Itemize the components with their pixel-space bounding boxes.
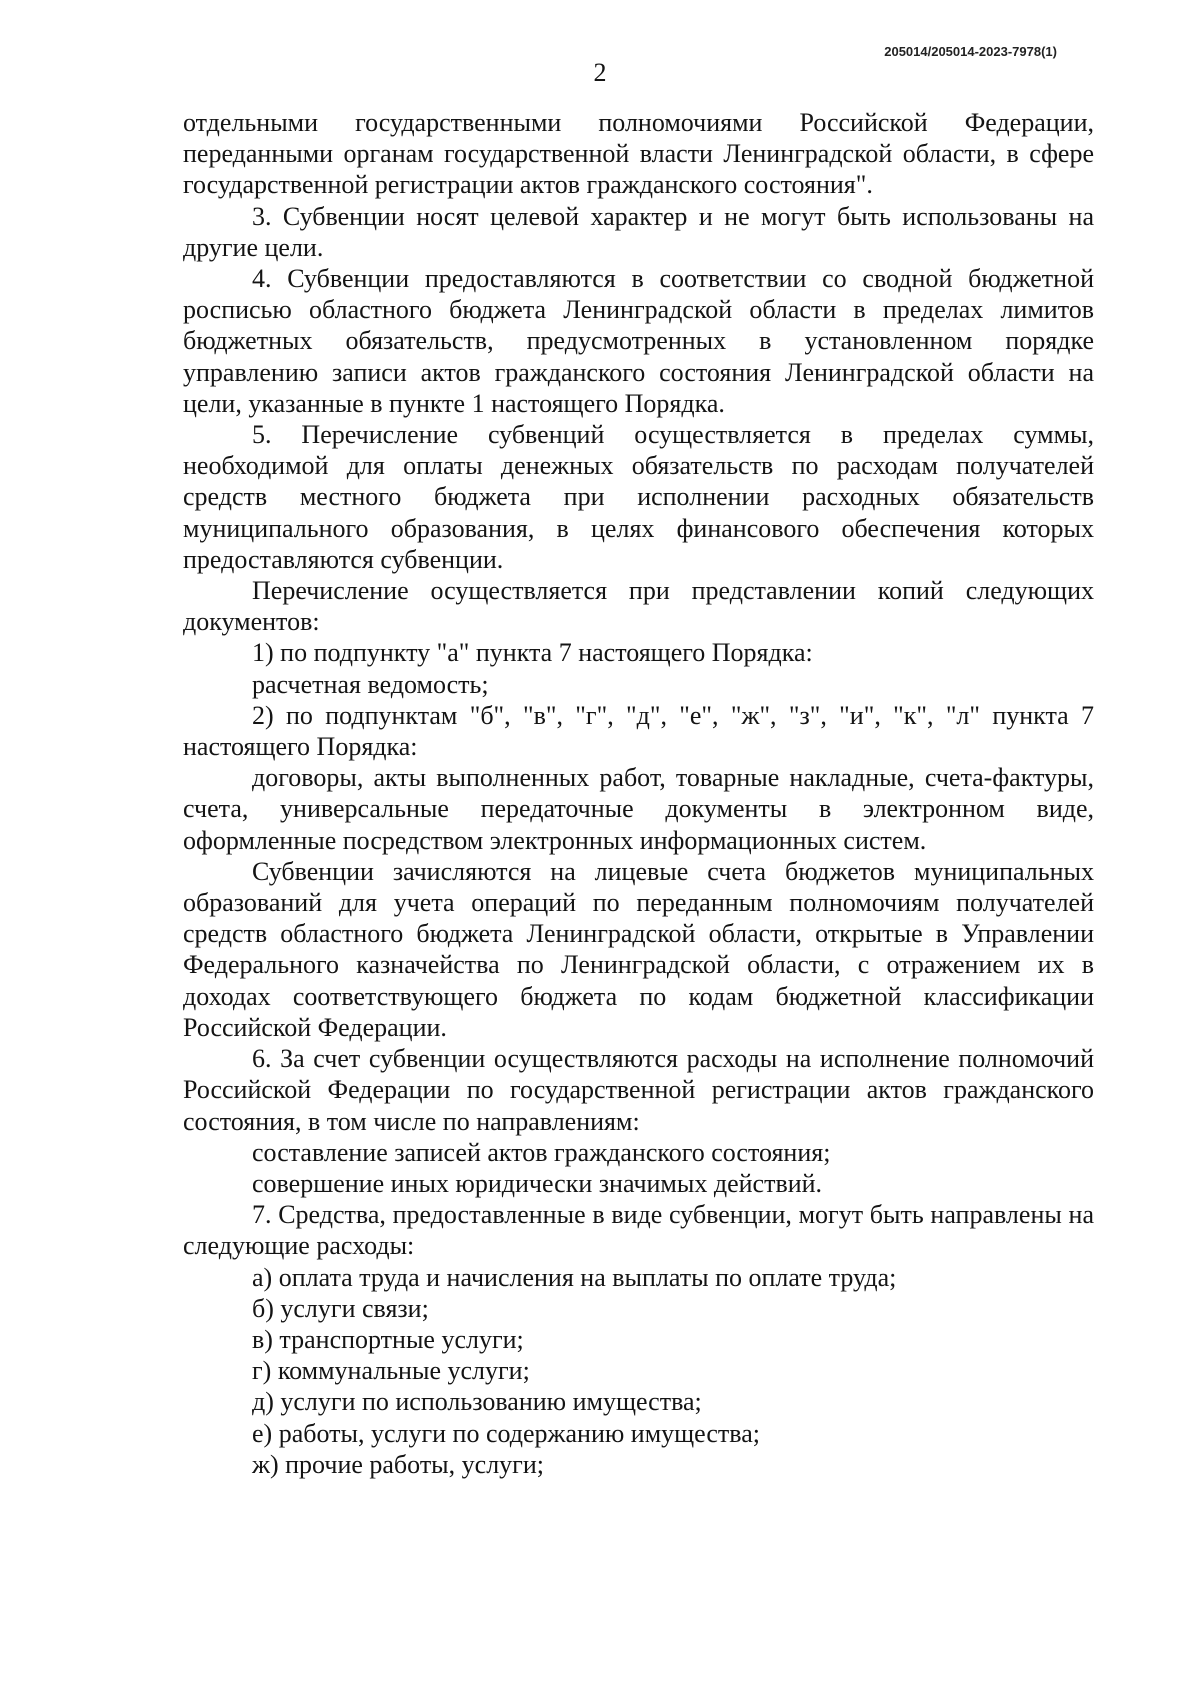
list-item-g: г) коммунальные услуги; (252, 1356, 530, 1386)
list-item-a: а) оплата труда и начисления на выплаты по оплате труда; (252, 1262, 897, 1292)
paragraph-item-6: 6. За счет субвенции осуществляются расходы на исполнение полномочий Российской Федерации по государственной регистрации актов гражданского состояния, в том числе по направлениям: (183, 1044, 1094, 1136)
paragraph-civil-records: составление записей актов гражданского состояния; (252, 1137, 831, 1167)
paragraph-item-3: 3. Субвенции носят целевой характер и не могут быть использованы на другие цели. (183, 201, 1094, 262)
paragraph-subitem-1: 1) по подпункту "а" пункта 7 настоящего Порядка: (252, 638, 813, 668)
list-item-zh: ж) прочие работы, услуги; (252, 1449, 544, 1479)
list-item-v: в) транспортные услуги; (252, 1324, 524, 1354)
list-item-e: е) работы, услуги по содержанию имущества; (252, 1418, 760, 1448)
paragraph-transfer-documents: Перечисление осуществляется при представлении копий следующих документов: (183, 576, 1094, 637)
paragraph-legal-actions: совершение иных юридически значимых действий. (252, 1168, 823, 1198)
paragraph-contracts-list: договоры, акты выполненных работ, товарные накладные, счета-фактуры, счета, универсальные передаточные документы в электронном виде, оформленные посредством электронных информационных систем. (183, 763, 1094, 855)
paragraph-item-7: 7. Средства, предоставленные в виде субвенции, могут быть направлены на следующие расходы: (183, 1200, 1094, 1261)
paragraph-subventions-accounts: Субвенции зачисляются на лицевые счета бюджетов муниципальных образований для учета операций по переданным полномочиям получателей средств областного бюджета Ленинградской области, открытые в Управлении Федерального казначейства по Ленинградской области, с отражением их в доходах соответствующего бюджета по кодам бюджетной классификации Российской Федерации. (183, 856, 1094, 1042)
paragraph-item-5: 5. Перечисление субвенций осуществляется в пределах суммы, необходимой для оплаты денежных обязательств по расходам получателей средств местного бюджета при исполнении расходных обязательств муниципального образования, в целях финансового обеспечения которых предоставляются субвенции. (183, 420, 1094, 574)
list-item-b: б) услуги связи; (252, 1293, 429, 1323)
paragraph-continuation: отдельными государственными полномочиями Российской Федерации, переданными органам государственной власти Ленинградской области, в сфере государственной регистрации актов гражданского состояния". (183, 108, 1094, 200)
document-body (183, 107, 1094, 1480)
paragraph-subitem-2: 2) по подпунктам "б", "в", "г", "д", "е", "ж", "з", "и", "к", "л" пункта 7 настоящего Порядка: (183, 700, 1094, 762)
document-registration-code: 205014/205014-2023-7978(1) (884, 44, 1057, 59)
paragraph-item-4: 4. Субвенции предоставляются в соответствии со сводной бюджетной росписью областного бюджета Ленинградской области в пределах лимитов бюджетных обязательств, предусмотренных в установленном порядке управлению записи актов гражданского состояния Ленинградской области на цели, указанные в пункте 1 настоящего Порядка. (183, 264, 1094, 418)
list-item-d: д) услуги по использованию имущества; (252, 1387, 702, 1417)
page-number: 2 (593, 58, 607, 87)
paragraph-payroll-statement: расчетная ведомость; (252, 669, 489, 699)
